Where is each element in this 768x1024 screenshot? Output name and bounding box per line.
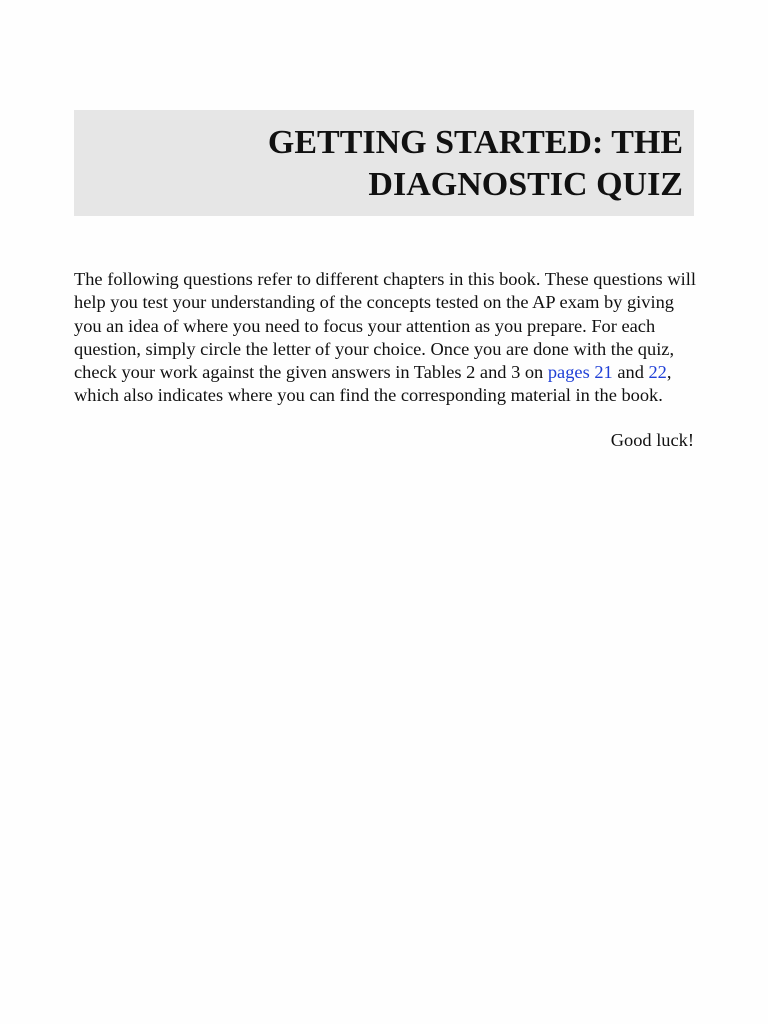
intro-text: The following questions refer to different chapters in this book. These questions will help you test your understanding of the concepts tested on the AP exam by giving you an idea of where you need to focus your attention as you prepare. For each question, simply circle the letter of your choice. Once you are done with the quiz, check your work against the given answers in Tables 2 and 3 on	[74, 269, 696, 383]
page-22-link[interactable]: 22	[648, 362, 667, 383]
intro-conjunction: and	[612, 362, 649, 383]
chapter-title-line-2: DIAGNOSTIC QUIZ	[368, 166, 683, 203]
intro-paragraph	[74, 268, 696, 408]
closing-text: Good luck!	[610, 430, 694, 450]
pages-21-link[interactable]: pages 21	[547, 362, 613, 383]
intro-text-end: , which also indicates where you can find the corresponding material in the book.	[74, 362, 672, 406]
chapter-title-line-1: GETTING STARTED: THE	[267, 124, 683, 161]
chapter-title-banner	[74, 110, 694, 216]
